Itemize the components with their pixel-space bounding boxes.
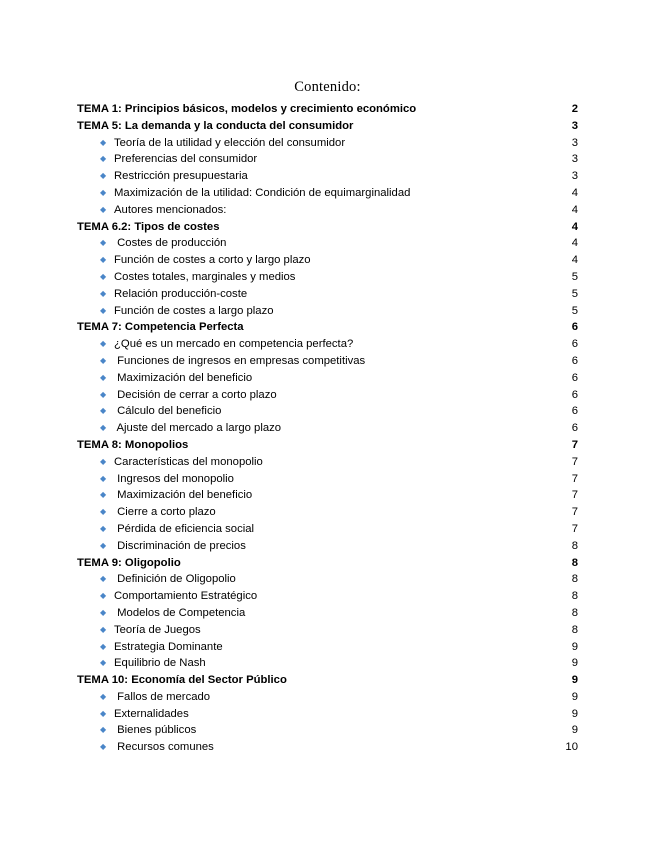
toc-entry-page-number: 3 (571, 170, 578, 183)
toc-entry-page-number: 5 (571, 304, 578, 317)
toc-chapter-entry[interactable] (77, 101, 578, 118)
bullet-icon: ◆ (100, 742, 107, 752)
bullet-icon: ◆ (100, 271, 107, 281)
toc-entry-page-number: 4 (571, 254, 578, 267)
toc-section-entry[interactable] (77, 521, 578, 538)
toc-entry-label: Modelos de Competencia (114, 606, 246, 619)
toc-entry-page-number: 6 (571, 388, 578, 401)
toc-section-entry[interactable] (77, 454, 578, 471)
toc-section-entry[interactable] (77, 487, 578, 504)
toc-entry-label: Preferencias del consumidor (114, 153, 258, 166)
toc-entry-label: Teoría de la utilidad y elección del consumidor (114, 136, 346, 149)
toc-section-entry[interactable] (77, 605, 578, 622)
toc-entry-page-number: 9 (571, 674, 578, 687)
toc-entry-page-number: 7 (571, 489, 578, 502)
toc-section-entry[interactable] (77, 504, 578, 521)
toc-section-entry[interactable] (77, 235, 578, 252)
toc-section-entry[interactable] (77, 286, 578, 303)
bullet-icon: ◆ (100, 305, 107, 315)
toc-entry-page-number: 4 (571, 237, 578, 250)
toc-section-entry[interactable] (77, 706, 578, 723)
toc-section-entry[interactable] (77, 387, 578, 404)
toc-entry-label: TEMA 10: Economía del Sector Público (77, 674, 287, 687)
toc-section-entry[interactable] (77, 269, 578, 286)
toc-entry-page-number: 6 (571, 405, 578, 418)
bullet-icon: ◆ (100, 708, 107, 718)
toc-entry-label: Relación producción-coste (114, 287, 248, 300)
bullet-icon: ◆ (100, 187, 107, 197)
bullet-icon: ◆ (100, 137, 107, 147)
toc-entry-label: TEMA 9: Oligopolio (77, 556, 181, 569)
toc-entry-label: Pérdida de eficiencia social (114, 522, 255, 535)
toc-entry-label: Restricción presupuestaria (114, 170, 248, 183)
toc-entry-page-number: 9 (571, 657, 578, 670)
toc-chapter-entry[interactable] (77, 118, 578, 135)
bullet-icon: ◆ (100, 540, 107, 550)
toc-entry-label: Funciones de ingresos en empresas competitivas (114, 354, 366, 367)
toc-section-entry[interactable] (77, 370, 578, 387)
toc-entry-page-number: 8 (571, 623, 578, 636)
bullet-icon: ◆ (100, 154, 107, 164)
toc-entry-label: Definición de Oligopolio (114, 573, 236, 586)
toc-entry-page-number: 9 (571, 640, 578, 653)
toc-entry-label: Ingresos del monopolio (114, 472, 234, 485)
toc-section-entry[interactable] (77, 420, 578, 437)
toc-section-entry[interactable] (77, 722, 578, 739)
bullet-icon: ◆ (100, 372, 107, 382)
toc-entry-page-number: 7 (571, 522, 578, 535)
toc-chapter-entry[interactable] (77, 672, 578, 689)
bullet-icon: ◆ (100, 238, 107, 248)
toc-entry-page-number: 7 (571, 438, 578, 451)
toc-section-entry[interactable] (77, 689, 578, 706)
toc-entry-label: ¿Qué es un mercado en competencia perfecta? (114, 338, 354, 351)
toc-entry-label: Fallos de mercado (114, 690, 211, 703)
toc-entry-page-number: 3 (571, 119, 578, 132)
toc-chapter-entry[interactable] (77, 319, 578, 336)
toc-section-entry[interactable] (77, 403, 578, 420)
toc-entry-label: Cálculo del beneficio (114, 405, 222, 418)
toc-entry-label: Discriminación de precios (114, 539, 246, 552)
toc-entry-label: Autores mencionados: (114, 203, 227, 216)
toc-entry-label: Externalidades (114, 707, 189, 720)
toc-entry-page-number: 9 (571, 690, 578, 703)
toc-entry-page-number: 3 (571, 136, 578, 149)
bullet-icon: ◆ (100, 641, 107, 651)
toc-entry-page-number: 7 (571, 506, 578, 519)
bullet-icon: ◆ (100, 591, 107, 601)
toc-entry-label: Ajuste del mercado a largo plazo (114, 422, 282, 435)
toc-entry-label: TEMA 7: Competencia Perfecta (77, 321, 244, 334)
bullet-icon: ◆ (100, 355, 107, 365)
toc-section-entry[interactable] (77, 655, 578, 672)
bullet-icon: ◆ (100, 574, 107, 584)
toc-entry-label: Función de costes a largo plazo (114, 304, 274, 317)
toc-title: Contenido: (294, 79, 361, 95)
bullet-icon: ◆ (100, 507, 107, 517)
toc-entry-label: Bienes públicos (114, 724, 197, 737)
toc-chapter-entry[interactable] (77, 437, 578, 454)
toc-section-entry[interactable] (77, 168, 578, 185)
toc-section-entry[interactable] (77, 336, 578, 353)
toc-section-entry[interactable] (77, 538, 578, 555)
toc-entry-page-number: 2 (571, 103, 578, 115)
bullet-icon: ◆ (100, 456, 107, 466)
bullet-icon: ◆ (100, 204, 107, 214)
toc-entry-label: Decisión de cerrar a corto plazo (114, 388, 277, 401)
toc-section-entry[interactable] (77, 353, 578, 370)
toc-entry-label: TEMA 8: Monopolios (77, 438, 189, 451)
toc-entry-page-number: 3 (571, 153, 578, 166)
toc-chapter-entry[interactable] (77, 219, 578, 236)
toc-entry-label: Comportamiento Estratégico (114, 590, 258, 603)
toc-section-entry[interactable] (77, 185, 578, 202)
toc-entry-label: Costes totales, marginales y medios (114, 270, 296, 283)
toc-section-entry[interactable] (77, 303, 578, 320)
bullet-icon: ◆ (100, 490, 107, 500)
bullet-icon: ◆ (100, 624, 107, 634)
toc-entry-page-number: 8 (571, 539, 578, 552)
toc-entry-label: Equilibrio de Nash (114, 657, 206, 670)
table-of-contents (77, 101, 578, 756)
toc-entry-page-number: 10 (565, 741, 578, 754)
toc-entry-page-number: 9 (571, 724, 578, 737)
bullet-icon: ◆ (100, 389, 107, 399)
toc-entry-label: Maximización de la utilidad: Condición de equimarginalidad (114, 186, 411, 199)
bullet-icon: ◆ (100, 691, 107, 701)
toc-section-entry[interactable] (77, 135, 578, 152)
toc-entry-label: TEMA 5: La demanda y la conducta del consumidor (77, 119, 354, 132)
toc-section-entry[interactable] (77, 252, 578, 269)
toc-entry-page-number: 6 (571, 354, 578, 367)
bullet-icon: ◆ (100, 339, 107, 349)
toc-section-entry[interactable] (77, 471, 578, 488)
bullet-icon: ◆ (100, 473, 107, 483)
bullet-icon: ◆ (100, 171, 107, 181)
bullet-icon: ◆ (100, 658, 107, 668)
toc-section-entry[interactable] (77, 571, 578, 588)
toc-entry-page-number: 5 (571, 270, 578, 283)
toc-section-entry[interactable] (77, 202, 578, 219)
toc-entry-label: Recursos comunes (114, 741, 214, 754)
bullet-icon: ◆ (100, 288, 107, 298)
toc-entry-page-number: 4 (571, 203, 578, 216)
toc-section-entry[interactable] (77, 639, 578, 656)
toc-section-entry[interactable] (77, 151, 578, 168)
toc-entry-page-number: 8 (571, 606, 578, 619)
toc-entry-page-number: 6 (571, 338, 578, 351)
toc-entry-label: Maximización del beneficio (114, 371, 253, 384)
toc-entry-page-number: 8 (571, 573, 578, 586)
bullet-icon: ◆ (100, 523, 107, 533)
toc-entry-label: Teoría de Juegos (114, 623, 201, 636)
toc-section-entry[interactable] (77, 739, 578, 756)
toc-entry-label: TEMA 1: Principios básicos, modelos y crecimiento económico (77, 103, 417, 115)
toc-entry-page-number: 7 (571, 455, 578, 468)
bullet-icon: ◆ (100, 406, 107, 416)
toc-entry-page-number: 5 (571, 287, 578, 300)
toc-entry-page-number: 6 (571, 422, 578, 435)
toc-entry-label: Estrategia Dominante (114, 640, 223, 653)
toc-entry-label: Maximización del beneficio (114, 489, 253, 502)
bullet-icon: ◆ (100, 255, 107, 265)
toc-entry-page-number: 8 (571, 590, 578, 603)
toc-entry-page-number: 4 (571, 220, 578, 233)
toc-entry-label: Cierre a corto plazo (114, 506, 216, 519)
toc-entry-page-number: 8 (571, 556, 578, 569)
bullet-icon: ◆ (100, 607, 107, 617)
toc-entry-label: Características del monopolio (114, 455, 263, 468)
toc-entry-page-number: 6 (571, 321, 578, 334)
toc-entry-page-number: 6 (571, 371, 578, 384)
toc-chapter-entry[interactable] (77, 555, 578, 572)
toc-section-entry[interactable] (77, 588, 578, 605)
bullet-icon: ◆ (100, 725, 107, 735)
bullet-icon: ◆ (100, 423, 107, 433)
toc-entry-page-number: 7 (571, 472, 578, 485)
toc-entry-label: Costes de producción (114, 237, 227, 250)
toc-section-entry[interactable] (77, 622, 578, 639)
toc-entry-label: Función de costes a corto y largo plazo (114, 254, 311, 267)
toc-entry-page-number: 9 (571, 707, 578, 720)
toc-entry-page-number: 4 (571, 186, 578, 199)
toc-entry-label: TEMA 6.2: Tipos de costes (77, 220, 220, 233)
